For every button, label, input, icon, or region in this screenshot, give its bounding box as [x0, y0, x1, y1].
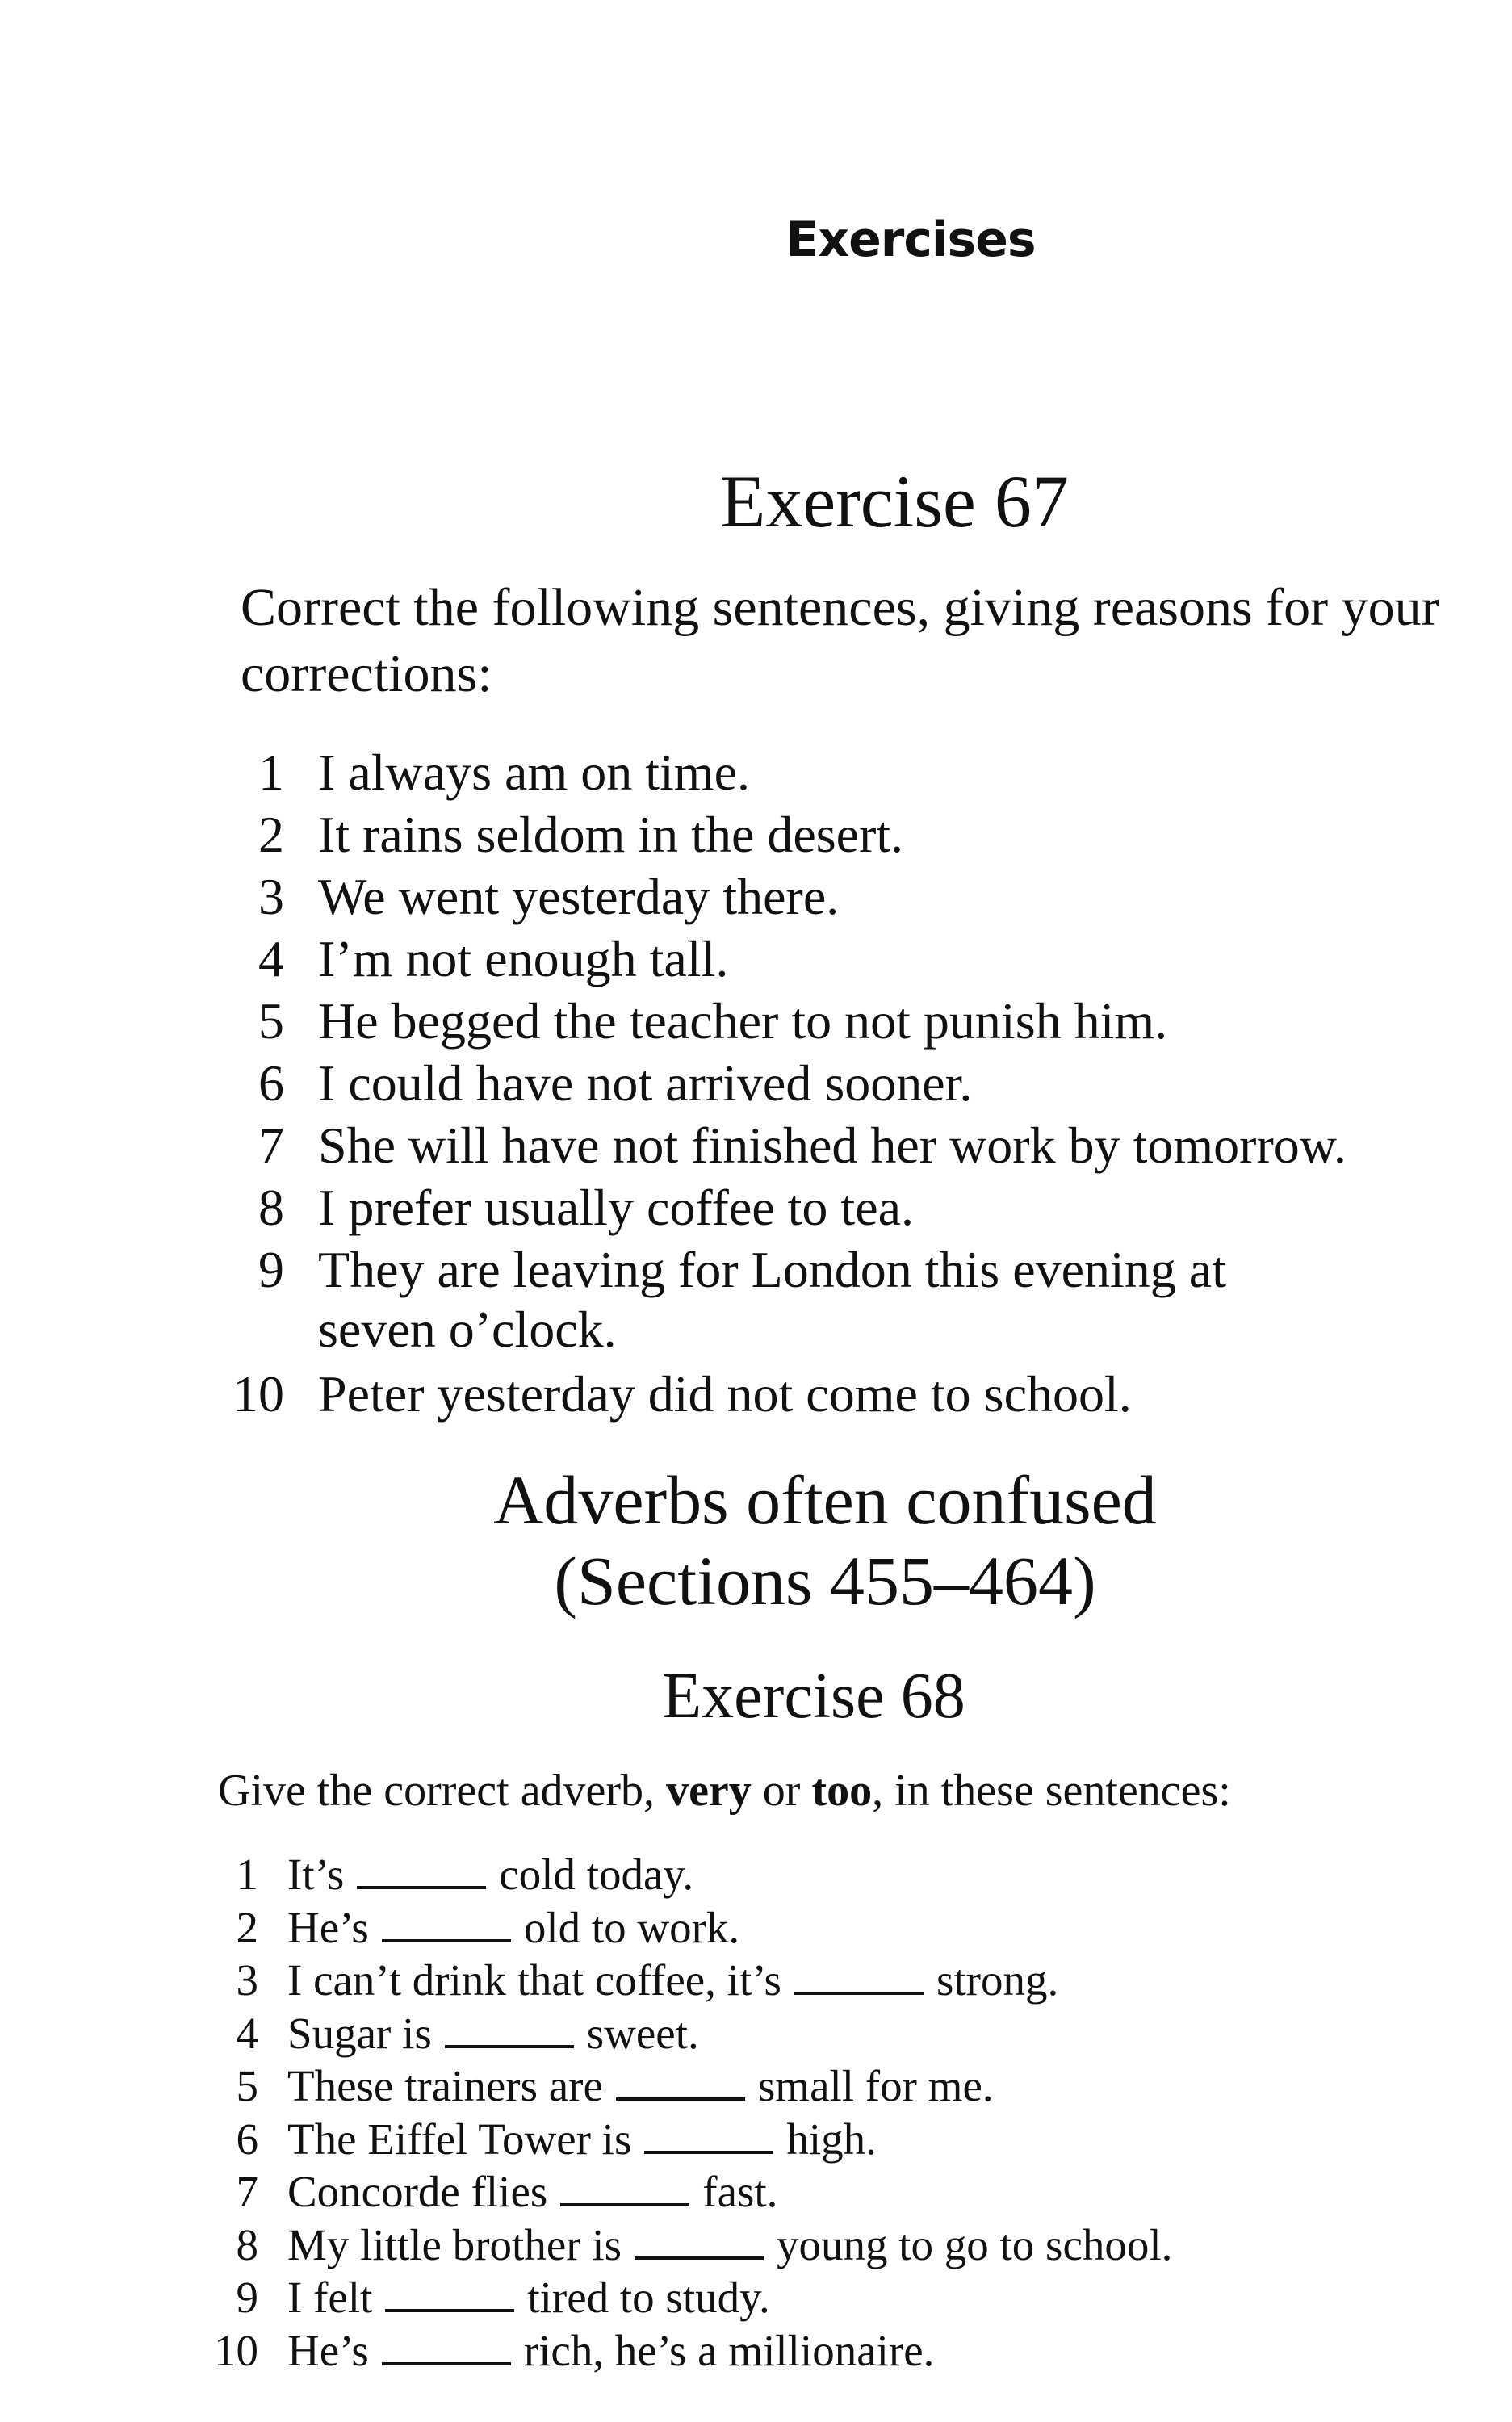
item-text-continued: seven o’clock.: [318, 1301, 617, 1358]
item-number: 8: [258, 1179, 284, 1236]
list-item: [0, 867, 839, 927]
instr-post: , in these sentences:: [872, 1766, 1231, 1816]
answer-blank[interactable]: [635, 2224, 764, 2260]
exercise-68-title: Exercise 68: [662, 1661, 965, 1732]
item-text-before: He’s: [287, 2325, 369, 2375]
item-text-before: It’s: [287, 1850, 345, 1899]
item-number: 7: [258, 1117, 284, 1174]
item-number: 6: [236, 2114, 258, 2164]
answer-blank[interactable]: [385, 2277, 514, 2312]
item-text-after: cold today.: [499, 1850, 694, 1899]
item-number: 10: [214, 2325, 258, 2375]
list-item: [0, 743, 750, 802]
list-item: [0, 1902, 739, 1953]
list-item: [0, 1116, 1347, 1175]
item-text-before: My little brother is: [287, 2219, 622, 2269]
list-item: [0, 2219, 1172, 2270]
list-item: [0, 1178, 914, 1238]
answer-blank[interactable]: [445, 2013, 574, 2048]
section-reference: (Sections 455–464): [554, 1542, 1096, 1620]
item-text: I’m not enough tall.: [318, 930, 729, 987]
item-text-before: Sugar is: [287, 2008, 432, 2058]
list-item: [0, 2060, 994, 2111]
item-text: We went yesterday there.: [318, 868, 840, 925]
item-text: I always am on time.: [318, 744, 750, 801]
list-item: [0, 991, 1167, 1051]
item-number: 5: [236, 2061, 258, 2110]
answer-blank[interactable]: [644, 2118, 773, 2154]
item-number: 3: [236, 1955, 258, 2005]
item-text-before: I can’t drink that coffee, it’s: [287, 1955, 781, 2005]
item-number: 1: [236, 1850, 258, 1899]
item-number: 7: [236, 2167, 258, 2216]
section-title: Adverbs often confused: [493, 1461, 1157, 1539]
item-text-after: high.: [786, 2114, 877, 2164]
item-text-after: rich, he’s a millionaire.: [523, 2325, 935, 2375]
item-number: 9: [258, 1241, 284, 1298]
instr-mid: or: [751, 1766, 812, 1816]
exercise-67-title: Exercise 67: [720, 460, 1069, 543]
item-number: 6: [258, 1054, 284, 1112]
exercise-67-instructions: Correct the following sentences, giving reasons for your corrections:: [241, 578, 1439, 703]
list-item: [0, 2325, 934, 2376]
item-number: 9: [236, 2273, 258, 2322]
item-number: 8: [236, 2219, 258, 2269]
item-number: 2: [236, 1902, 258, 1952]
item-text-after: strong.: [936, 1955, 1059, 2005]
instr-word-too: too: [811, 1766, 873, 1816]
item-text-after: young to go to school.: [776, 2219, 1173, 2269]
exercise-68-instructions: [218, 1765, 1231, 1816]
answer-blank[interactable]: [616, 2065, 745, 2101]
list-item: [0, 2008, 699, 2059]
item-text-before: Concorde flies: [287, 2167, 548, 2216]
item-number: 4: [236, 2008, 258, 2058]
list-item: [0, 1364, 1132, 1424]
item-text: Peter yesterday did not come to school.: [318, 1365, 1132, 1423]
item-text: I could have not arrived sooner.: [318, 1054, 973, 1112]
item-text-after: fast.: [702, 2167, 778, 2216]
instr-word-very: very: [666, 1766, 752, 1816]
item-text: I prefer usually coffee to tea.: [318, 1179, 914, 1236]
item-text-before: He’s: [287, 1902, 369, 1952]
list-item: [0, 2166, 777, 2217]
list-item: [0, 2114, 877, 2164]
item-number: 1: [258, 744, 284, 801]
item-number: 5: [258, 992, 284, 1050]
item-text-after: tired to study.: [527, 2273, 770, 2322]
section-heading: [0, 1460, 1512, 1621]
list-item: [0, 1054, 972, 1113]
list-item: [0, 1955, 1058, 2005]
item-text-after: small for me.: [757, 2061, 994, 2110]
item-text-before: The Eiffel Tower is: [287, 2114, 632, 2164]
list-item: [0, 929, 728, 989]
list-item: [0, 1849, 693, 1900]
item-text-after: sweet.: [586, 2008, 699, 2058]
item-text-before: These trainers are: [287, 2061, 603, 2110]
list-item: [0, 1240, 1226, 1360]
answer-blank[interactable]: [357, 1854, 486, 1889]
item-text-after: old to work.: [523, 1902, 740, 1952]
item-number: 4: [258, 930, 284, 987]
item-text: He begged the teacher to not punish him.: [318, 992, 1168, 1050]
item-number: 10: [232, 1365, 284, 1423]
answer-blank[interactable]: [382, 1907, 511, 1942]
page-header: Exercises: [785, 212, 1036, 268]
list-item: [0, 805, 903, 865]
answer-blank[interactable]: [382, 2330, 511, 2365]
item-text: She will have not finished her work by tomorrow.: [318, 1117, 1347, 1174]
answer-blank[interactable]: [560, 2171, 689, 2206]
list-item: [0, 2272, 770, 2323]
item-number: 3: [258, 868, 284, 925]
item-text-before: I felt: [287, 2273, 373, 2322]
instr-pre: Give the correct adverb,: [218, 1766, 667, 1816]
item-text: It rains seldom in the desert.: [318, 806, 904, 863]
answer-blank[interactable]: [794, 1959, 924, 1995]
item-number: 2: [258, 806, 284, 863]
item-text: They are leaving for London this evening at: [318, 1241, 1226, 1298]
